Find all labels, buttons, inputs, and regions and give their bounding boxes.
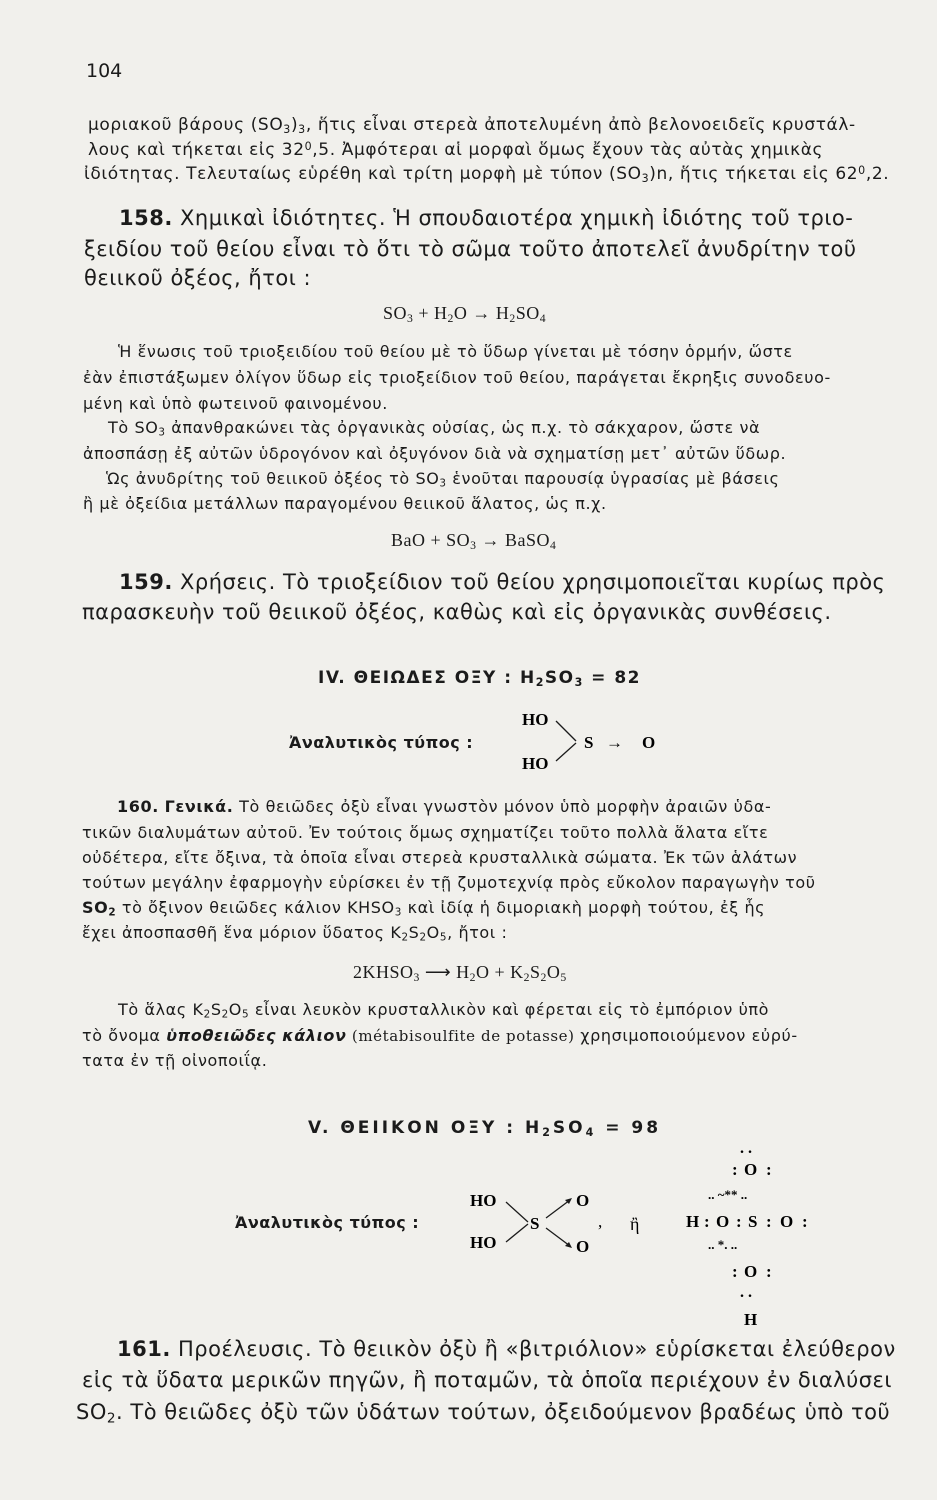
section-title: Χημικαὶ ἰδιότητες. (180, 206, 387, 230)
section-number: 160. (117, 797, 159, 816)
oxygen-atom: O (780, 1212, 794, 1231)
section-title: Γενικά. (164, 797, 234, 816)
oxygen-atom: O (642, 733, 656, 752)
text-line: τικῶν διαλυμάτων αὐτοῦ. Ἐν τούτοις ὅμως σχηματίζει τοῦτο πολλὰ ἅλατα εἴτε (82, 823, 769, 842)
bond-line (546, 1228, 570, 1246)
text-line: εἰς τὰ ὕδατα μερικῶν πηγῶν, ἢ ποταμῶν, τὰ ὁποῖα περιέχουν ἐν διαλύσει (82, 1368, 893, 1392)
text-line: Τὸ $SO_3$ ἀπανθρακώνει τὰς ὀργανικὰς οὐσίας, ὡς π.χ. τὸ σάκχαρον, ὥστε νὰ (108, 418, 761, 439)
oxygen-atom: O (716, 1212, 730, 1231)
ho-top: HO (470, 1191, 497, 1210)
bond-line (546, 1200, 570, 1218)
hydrogen-atom: H (744, 1310, 758, 1329)
section-title: Χρήσεις. (180, 570, 276, 594)
ho-top: HO (522, 710, 549, 729)
text-line: μοριακοῦ βάρους $(SO_3)_3$, ἥτις εἶναι στερεὰ ἀποτελυμένη ἀπὸ βελονοειδεῖς κρυστάλ- (88, 115, 856, 136)
text-line: ἔχει ἀποσπασθῆ ἕνα μόριον ὕδατος $K_2S_2O_5$, ἤτοι : (82, 923, 508, 944)
section-158-heading (119, 206, 853, 230)
text-line: $SO_2$. Τὸ θειῶδες ὀξὺ τῶν ὑδάτων τούτων, ὀξειδούμενον βραδέως ὑπὸ τοῦ (76, 1400, 891, 1427)
section-title: Προέλευσις. (178, 1337, 313, 1361)
equation: BaO + $SO_3$ → BaSO$_4$ (391, 530, 557, 552)
emphasized-term: ὑποθειῶδες κάλιον (166, 1026, 347, 1045)
bond-pair: : (736, 1212, 742, 1231)
sulfurous-acid-structure (516, 703, 676, 777)
lewis-structure (680, 1135, 830, 1335)
lone-pair: : (732, 1160, 738, 1179)
section-number: 158. (119, 206, 173, 230)
text-line: Τὸ θειικὸν ὀξὺ ἢ «βιτριόλιον» εὑρίσκεται ἐλεύθερον (319, 1337, 896, 1361)
bond-line (556, 721, 576, 741)
text-line: Ἡ ἕνωσις τοῦ τριοξειδίου τοῦ θείου μὲ τὸ ὕδωρ γίνεται μὲ τόσην ὁρμήν, ὥστε (118, 342, 793, 361)
text-line: ἰδιότητας. Τελευταίως εὑρέθη καὶ τρίτη μορφὴ μὲ τύπον $(SO_3)n$, ἥτις τήκεται εἰς $62^0,2$. (84, 164, 890, 185)
bond-pair: : (766, 1212, 772, 1231)
section-159-heading (119, 570, 885, 594)
ho-bottom: HO (522, 754, 549, 773)
text-line: τὸ ὄνομα ὑποθειῶδες κάλιον (métabisoulfite de potasse) χρησιμοποιούμενον εὐρύ- (82, 1026, 798, 1045)
text-line: ξειδίου τοῦ θείου εἶναι τὸ ὅτι τὸ σῶμα τοῦτο ἀποτελεῖ ἀνυδρίτην τοῦ (84, 237, 857, 261)
hydrogen-atom: H (686, 1212, 700, 1231)
bond-line (556, 743, 576, 761)
or-word: ἢ (630, 1214, 640, 1234)
page-number: 104 (86, 60, 123, 82)
text-line: Τὸ τριοξείδιον τοῦ θείου χρησιμοποιεῖται κυρίως πρὸς (283, 570, 886, 594)
oxygen-atom: O (744, 1262, 758, 1281)
text-line: $SO_2$ τὸ ὄξινον θειῶδες κάλιον $KHSO_3$ καὶ ἰδίᾳ ἡ διμοριακὴ μορφὴ τούτου, ἐξ ἧς (82, 898, 766, 919)
equation: $SO_3 + H_2O \to H_2SO_4$ (383, 303, 547, 325)
arrow: → (606, 733, 623, 752)
sulfur-atom: S (530, 1214, 540, 1233)
lone-pair: : (802, 1212, 808, 1231)
dots: . . (740, 1284, 752, 1301)
oxygen-atom: O (576, 1191, 590, 1210)
sulfur-atom: S (584, 733, 594, 752)
section-v-heading: V. ΘΕΙΙΚΟΝ ΟΞΥ : $H_2SO_4 = 98$ (308, 1118, 662, 1139)
text-line: ἀποσπάσῃ ἐξ αὐτῶν ὑδρογόνον καὶ ὀξυγόνον διὰ νὰ σχηματίσῃ μετ᾿ αὐτῶν ὕδωρ. (83, 444, 787, 463)
text-line: λους καὶ τήκεται εἰς $32^0,5$. Ἀμφότεραι αἱ μορφαὶ ὅμως ἔχουν τὰς αὐτὰς χημικὰς (88, 140, 824, 160)
text-line: ἐὰν ἐπιστάξωμεν ὀλίγον ὕδωρ εἰς τριοξείδιον τοῦ θείου, παράγεται ἔκρηξις συνοδευο- (83, 368, 831, 387)
text-line: οὐδέτερα, εἴτε ὄξινα, τὰ ὁποῖα εἶναι στερεὰ κρυσταλλικὰ σώματα. Ἐκ τῶν ἁλάτων (82, 848, 798, 867)
sulfuric-acid-structure (466, 1182, 666, 1262)
text-line: 160. Γενικά. Τὸ θειῶδες ὀξὺ εἶναι γνωστὸν μόνον ὑπὸ μορφὴν ἀραιῶν ὑδα- (117, 797, 772, 816)
dots: .. *. .. (708, 1237, 738, 1252)
dots: .. ~** .. (708, 1187, 748, 1202)
text-line: θειικοῦ ὀξέος, ἤτοι : (84, 266, 312, 290)
bond-line (506, 1202, 528, 1222)
lone-pair: : (766, 1262, 772, 1281)
text-line: Ὡς ἀνυδρίτης τοῦ θειικοῦ ὀξέος τὸ $SO_3$ ἑνοῦται παρουσίᾳ ὑγρασίας μὲ βάσεις (106, 469, 780, 490)
dots: . . (740, 1140, 752, 1157)
bond-pair: : (704, 1212, 710, 1231)
lone-pair: : (766, 1160, 772, 1179)
oxygen-atom: O (744, 1160, 758, 1179)
text-line: Τὸ ἅλας $K_2S_2O_5$ εἶναι λευκὸν κρυσταλλικὸν καὶ φέρεται εἰς τὸ ἐμπόριον ὑπὸ (118, 1000, 770, 1021)
section-161-heading (117, 1337, 896, 1361)
text-line: παρασκευὴν τοῦ θειικοῦ ὀξέος, καθὼς καὶ εἰς ὀργανικὰς συνθέσεις. (82, 600, 832, 624)
text-line: τούτων μεγάλην ἐφαρμογὴν εὑρίσκει ἐν τῇ ζυμοτεχνίᾳ πρὸς εὔκολον παραγωγὴν τοῦ (82, 873, 816, 892)
text-line: τατα ἐν τῇ οἰνοποιΐᾳ. (82, 1051, 268, 1070)
section-iv-heading: IV. ΘΕΙΩΔΕΣ ΟΞΥ : $H_2SO_3 = 82$ (318, 668, 642, 689)
text-line: ἢ μὲ ὀξείδια μετάλλων παραγομένου θειικοῦ ἅλατος, ὡς π.χ. (83, 494, 607, 513)
oxygen-atom: O (576, 1237, 590, 1256)
comma: , (598, 1212, 603, 1231)
ho-bottom: HO (470, 1233, 497, 1252)
lone-pair: : (732, 1262, 738, 1281)
formula-label: Ἀναλυτικὸς τύπος : (289, 733, 474, 752)
section-number: 159. (119, 570, 173, 594)
sulfur-atom: S (748, 1212, 758, 1231)
formula-label: Ἀναλυτικὸς τύπος : (235, 1213, 420, 1232)
bond-line (506, 1224, 528, 1242)
text-line: μένη καὶ ὑπὸ φωτεινοῦ φαινομένου. (83, 394, 388, 413)
equation: $2KHSO_3$ ⟶ $H_2O + K_2S_2O_5$ (353, 962, 567, 984)
text-line: Ἡ σπουδαιοτέρα χημικὴ ἰδιότης τοῦ τριο- (393, 206, 854, 230)
section-number: 161. (117, 1337, 171, 1361)
